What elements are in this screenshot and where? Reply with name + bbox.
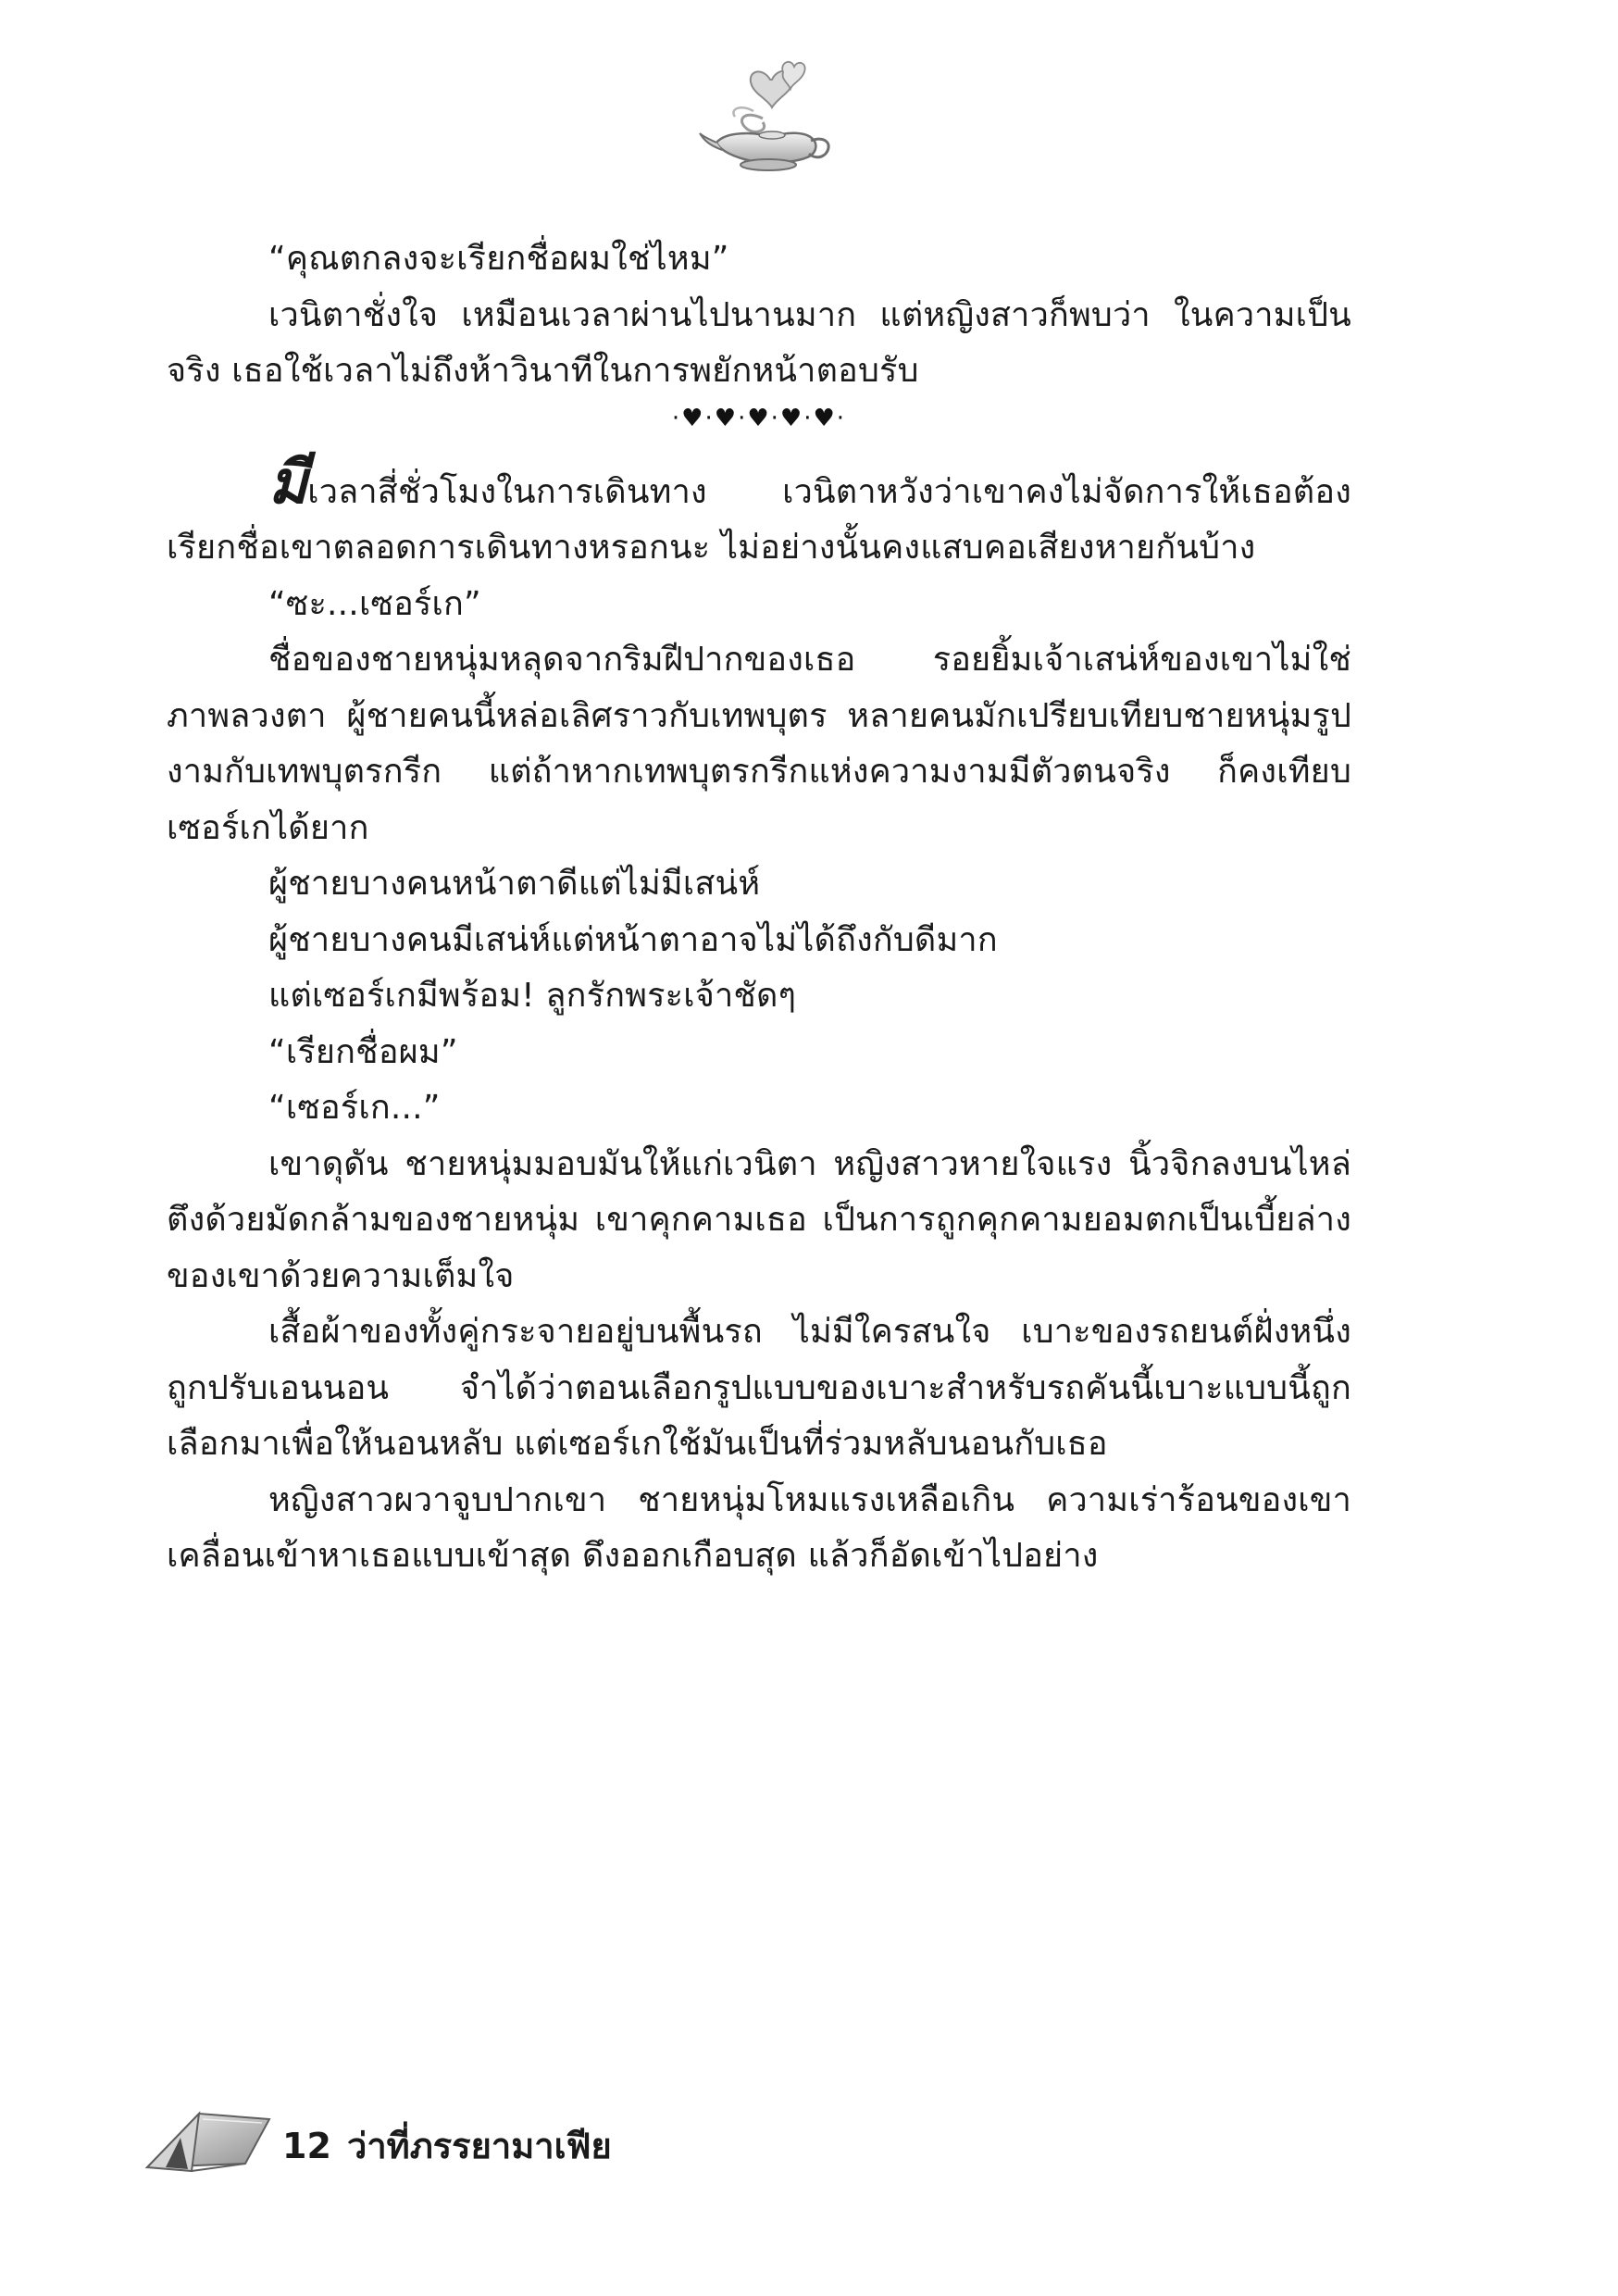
drop-cap: มี <box>268 448 308 518</box>
opening-paragraph-text: เวลาสี่ชั่วโมงในการเดินทาง เวนิตาหวังว่าเขาคงไม่จัดการให้เธอต้องเรียกชื่อเขาตลอดการเดินทางหรอกนะ ไม่อย่างนั้นคงแสบคอเสียงหายกันบ้าง <box>167 472 1351 567</box>
paragraph: เสื้อผ้าของทั้งคู่กระจายอยู่บนพื้นรถ ไม่มีใครสนใจ เบาะของรถยนต์ฝั่งหนึ่งถูกปรับเอนนอน จำได้ว่าตอนเลือกรูปแบบของเบาะสำหรับรถคันนี้เบาะแบบนี้ถูกเลือกมาเพื่อให้นอนหลับ แต่เซอร์เกใช้มันเป็นที่ร่วมหลับนอนกับเธอ <box>167 1313 1351 1463</box>
paragraph: “ซะ...เซอร์เก” <box>268 584 481 623</box>
paragraph: “เซอร์เก...” <box>268 1089 441 1127</box>
tent-icon <box>143 2106 273 2180</box>
paragraph: แต่เซอร์เกมีพร้อม! ลูกรักพระเจ้าชัดๆ <box>268 977 797 1015</box>
paragraph: “คุณตกลงจะเรียกชื่อผมใช่ไหม” <box>268 240 729 278</box>
paragraph: ชื่อของชายหนุ่มหลุดจากริมฝีปากของเธอ รอยยิ้มเจ้าเสน่ห์ของเขาไม่ใช่ภาพลวงตา ผู้ชายคนนี้หล่อเลิศราวกับเทพบุตร หลายคนมักเปรียบเทียบชายหนุ่มรูปงามกับเทพบุตรกรีก แต่ถ้าหากเทพบุตรกรีกแห่งความงามมีตัวตนจริง ก็คงเทียบเซอร์เกได้ยาก <box>167 641 1351 847</box>
body-text-column <box>167 231 1351 1585</box>
book-title: ว่าที่ภรรยามาเฟีย <box>347 2126 612 2166</box>
paragraph: ผู้ชายบางคนหน้าตาดีแต่ไม่มีเสน่ห์ <box>268 865 761 903</box>
page-footer <box>143 2106 977 2190</box>
page-number: 12 <box>282 2126 331 2166</box>
paragraph: เขาดุดัน ชายหนุ่มมอบมันให้แก่เวนิตา หญิงสาวหายใจแรง นิ้วจิกลงบนไหล่ตึงด้วยมัดกล้ามของชายหนุ่ม เขาคุกคามเธอ เป็นการถูกคุกคามยอมตกเป็นเบี้ยล่างของเขาด้วยความเต็มใจ <box>167 1144 1351 1295</box>
genie-lamp-with-hearts-icon <box>698 54 837 174</box>
heart-divider: ·♥·♥·♥·♥·♥· <box>671 404 847 432</box>
paragraph: ผู้ชายบางคนมีเสน่ห์แต่หน้าตาอาจไม่ได้ถึงกับดีมาก <box>268 920 998 959</box>
paragraph: หญิงสาวผวาจูบปากเขา ชายหนุ่มโหมแรงเหลือเกิน ความเร่าร้อนของเขาเคลื่อนเข้าหาเธอแบบเข้าสุด ดึงออกเกือบสุด แล้วก็อัดเข้าไปอย่าง <box>167 1480 1351 1575</box>
paragraph: “เรียกชื่อผม” <box>268 1032 458 1071</box>
chapter-opening-paragraph <box>167 448 1351 577</box>
paragraph: เวนิตาชั่งใจ เหมือนเวลาผ่านไปนานมาก แต่หญิงสาวก็พบว่า ในความเป็นจริง เธอใช้เวลาไม่ถึงห้าวินาทีในการพยักหน้าตอบรับ <box>167 295 1351 390</box>
